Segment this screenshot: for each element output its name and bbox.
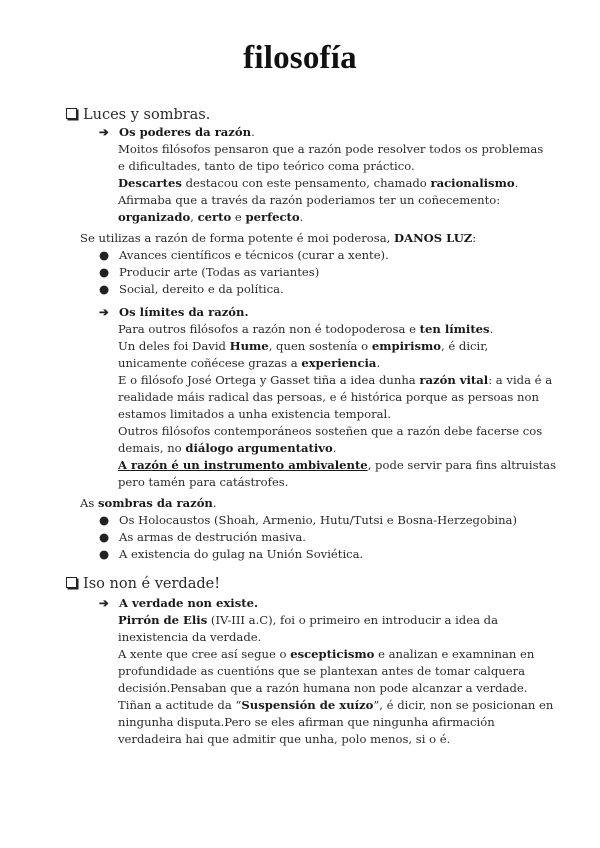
- page-title: filosofía: [243, 40, 357, 76]
- paragraph-line: Moitos filósofos pensaron que a razón pode resolver todos os problemas: [118, 142, 544, 156]
- list-item: ● Os Holocaustos (Shoah, Armenio, Hutu/Tutsi e Bosna-Herzegobina): [99, 513, 517, 527]
- paragraph-line: Afirmaba que a través da razón poderiamos ter un coñecemento:: [118, 193, 501, 207]
- section-heading-iso: Iso non é verdade!: [66, 575, 220, 593]
- paragraph-line: organizado, certo e perfecto.: [118, 210, 304, 224]
- list-item: ● Producir arte (Todas as variantes): [99, 265, 320, 279]
- paragraph-line: Descartes destacou con este pensamento, chamado racionalismo.: [118, 176, 519, 190]
- paragraph-line: E o filósofo José Ortega y Gasset tiña a idea dunha razón vital: a vida é a: [118, 373, 553, 387]
- checkbox-square-icon: [66, 108, 77, 119]
- paragraph-line: Un deles foi David Hume, quen sostenía o empirismo, é dicir,: [118, 339, 489, 353]
- paragraph-line: demais, no diálogo argumentativo.: [118, 441, 337, 455]
- paragraph-line: inexistencia da verdade.: [118, 630, 262, 644]
- paragraph-line: ningunha disputa.Pero se eles afirman que ningunha afirmación: [118, 715, 495, 729]
- paragraph-line: estamos limitados a unha existencia temporal.: [118, 407, 391, 421]
- subheading-poderes: ➔ Os poderes da razón.: [99, 125, 255, 139]
- paragraph-line: e dificultades, tanto de tipo teórico coma práctico.: [118, 159, 415, 173]
- arrow-right-icon: ➔: [99, 305, 109, 319]
- list-item: ● As armas de destrución masiva.: [99, 530, 306, 544]
- paragraph-line: verdadeira hai que admitir que unha, polo menos, si o é.: [118, 732, 451, 746]
- paragraph-line: unicamente coñécese grazas a experiencia.: [118, 356, 381, 370]
- paragraph-line: A xente que cree así segue o escepticismo e analizan e examninan en: [118, 647, 535, 661]
- paragraph-line: As sombras da razón.: [80, 496, 217, 510]
- paragraph-line: Tiñan a actitude da “Suspensión de xuízo”, é dicir, non se posicionan en: [118, 698, 554, 712]
- subheading-limites: ➔ Os límites da razón.: [99, 305, 249, 319]
- paragraph-line: A razón é un instrumento ambivalente, pode servir para fins altruistas: [118, 458, 557, 472]
- bullet-icon: ●: [99, 248, 110, 262]
- list-item: ● Social, dereito e da política.: [99, 282, 284, 296]
- paragraph-line: profundidade as cuentións que se plantexan antes de tomar calquera: [118, 664, 526, 678]
- bullet-icon: ●: [99, 282, 110, 296]
- bullet-icon: ●: [99, 547, 110, 561]
- checkbox-square-icon: [66, 577, 77, 588]
- subheading-verdade: ➔ A verdade non existe.: [99, 596, 259, 610]
- paragraph-line: Para outros filósofos a razón non é todopoderosa e ten límites.: [118, 322, 494, 336]
- bullet-icon: ●: [99, 530, 110, 544]
- list-item: ● A existencia do gulag na Unión Soviética.: [99, 547, 364, 561]
- arrow-right-icon: ➔: [99, 596, 109, 610]
- bullet-icon: ●: [99, 513, 110, 527]
- paragraph-line: Pirrón de Elis (IV-III a.C), foi o primeiro en introducir a idea da: [118, 613, 499, 627]
- list-item: ● Avances científicos e técnicos (curar a xente).: [99, 248, 389, 262]
- section-heading-luces: Luces y sombras.: [66, 106, 210, 124]
- paragraph-line: pero tamén para catástrofes.: [118, 475, 289, 489]
- arrow-right-icon: ➔: [99, 125, 109, 139]
- paragraph-line: Outros filósofos contemporáneos sosteñen que a razón debe facerse cos: [118, 424, 543, 438]
- paragraph-line: decisión.Pensaban que a razón humana non pode alcanzar a verdade.: [118, 681, 528, 695]
- paragraph-line: realidade máis radical das persoas, e é histórica porque as persoas non: [118, 390, 539, 404]
- paragraph-line: Se utilizas a razón de forma potente é moi poderosa, DANOS LUZ:: [80, 231, 477, 245]
- bullet-icon: ●: [99, 265, 110, 279]
